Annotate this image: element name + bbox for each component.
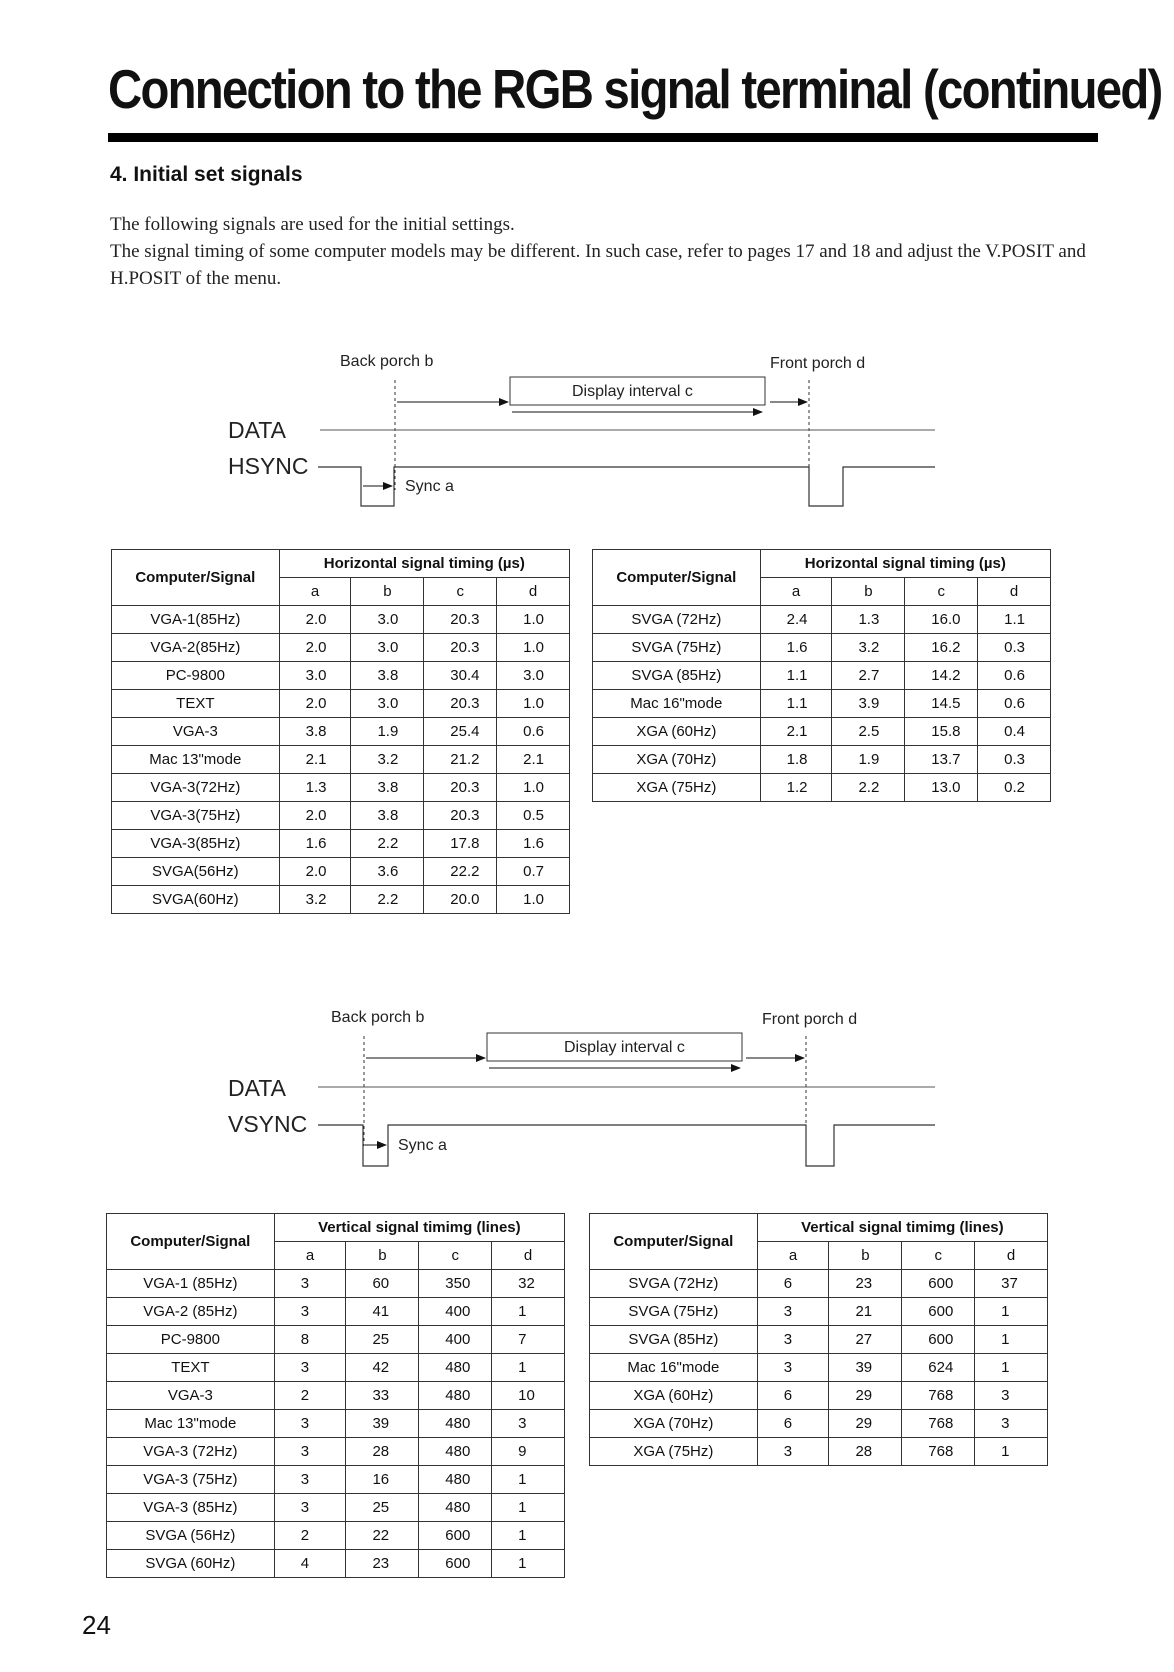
timing-value-cell: 1.9 bbox=[832, 746, 905, 774]
timing-value-cell: 3.8 bbox=[279, 718, 351, 746]
timing-value-cell: 1.0 bbox=[497, 606, 570, 634]
table-row bbox=[112, 606, 570, 634]
hsync-signal-label: HSYNC bbox=[228, 453, 309, 479]
timing-value-cell: 3.2 bbox=[351, 746, 424, 774]
timing-value-cell: 1.0 bbox=[497, 690, 570, 718]
timing-value-cell: 3 bbox=[757, 1326, 829, 1354]
timing-value-cell: 1 bbox=[975, 1298, 1048, 1326]
timing-value-cell: 0.6 bbox=[497, 718, 570, 746]
table-row bbox=[107, 1466, 565, 1494]
column-header-c: c bbox=[905, 578, 978, 606]
timing-value-cell: 22.2 bbox=[424, 858, 497, 886]
table-row bbox=[593, 774, 1051, 802]
timing-value-cell: 400 bbox=[419, 1326, 492, 1354]
timing-value-cell: 3.2 bbox=[832, 634, 905, 662]
table-row bbox=[590, 1298, 1048, 1326]
table-row bbox=[112, 662, 570, 690]
timing-value-cell: 1.6 bbox=[497, 830, 570, 858]
timing-value-cell: 600 bbox=[419, 1550, 492, 1578]
timing-value-cell: 28 bbox=[829, 1438, 902, 1466]
timing-value-cell: 3.0 bbox=[351, 690, 424, 718]
timing-value-cell: 14.2 bbox=[905, 662, 978, 690]
column-header-b: b bbox=[832, 578, 905, 606]
timing-value-cell: 0.7 bbox=[497, 858, 570, 886]
signal-name-cell: SVGA(60Hz) bbox=[112, 886, 280, 914]
timing-value-cell: 480 bbox=[419, 1354, 492, 1382]
timing-value-cell: 20.0 bbox=[424, 886, 497, 914]
signal-name-cell: XGA (75Hz) bbox=[590, 1438, 758, 1466]
column-header-signal: Computer/Signal bbox=[590, 1214, 758, 1270]
table-row bbox=[107, 1326, 565, 1354]
table-row bbox=[590, 1410, 1048, 1438]
signal-name-cell: Mac 16"mode bbox=[593, 690, 761, 718]
timing-value-cell: 60 bbox=[346, 1270, 419, 1298]
timing-value-cell: 2.2 bbox=[351, 886, 424, 914]
timing-value-cell: 2.0 bbox=[279, 690, 351, 718]
signal-name-cell: SVGA (60Hz) bbox=[107, 1550, 275, 1578]
table-body bbox=[593, 606, 1051, 802]
data-signal-label: DATA bbox=[228, 417, 286, 443]
timing-value-cell: 28 bbox=[346, 1438, 419, 1466]
column-header-d: d bbox=[978, 578, 1051, 606]
column-header-b: b bbox=[351, 578, 424, 606]
column-header-b: b bbox=[346, 1242, 419, 1270]
timing-value-cell: 1.1 bbox=[978, 606, 1051, 634]
timing-value-cell: 0.3 bbox=[978, 634, 1051, 662]
timing-value-cell: 600 bbox=[902, 1298, 975, 1326]
timing-value-cell: 1.1 bbox=[760, 690, 832, 718]
column-header-a: a bbox=[757, 1242, 829, 1270]
signal-name-cell: VGA-3(85Hz) bbox=[112, 830, 280, 858]
column-header-signal: Computer/Signal bbox=[112, 550, 280, 606]
signal-name-cell: SVGA (72Hz) bbox=[590, 1270, 758, 1298]
timing-value-cell: 0.2 bbox=[978, 774, 1051, 802]
timing-value-cell: 3 bbox=[274, 1410, 346, 1438]
timing-value-cell: 25 bbox=[346, 1494, 419, 1522]
page-number: 24 bbox=[82, 1610, 111, 1640]
timing-value-cell: 27 bbox=[829, 1326, 902, 1354]
table-body bbox=[112, 606, 570, 914]
timing-value-cell: 23 bbox=[829, 1270, 902, 1298]
timing-value-cell: 6 bbox=[757, 1382, 829, 1410]
timing-value-cell: 768 bbox=[902, 1382, 975, 1410]
timing-value-cell: 3 bbox=[274, 1438, 346, 1466]
timing-value-cell: 17.8 bbox=[424, 830, 497, 858]
timing-value-cell: 2.4 bbox=[760, 606, 832, 634]
display-interval-label: Display interval c bbox=[564, 1039, 685, 1056]
signal-name-cell: XGA (75Hz) bbox=[593, 774, 761, 802]
table-row bbox=[590, 1382, 1048, 1410]
timing-value-cell: 1 bbox=[975, 1354, 1048, 1382]
timing-value-cell: 39 bbox=[829, 1354, 902, 1382]
table-body bbox=[590, 1270, 1048, 1466]
timing-value-cell: 16.0 bbox=[905, 606, 978, 634]
timing-value-cell: 8 bbox=[274, 1326, 346, 1354]
timing-value-cell: 400 bbox=[419, 1298, 492, 1326]
timing-value-cell: 21.2 bbox=[424, 746, 497, 774]
table-row bbox=[593, 718, 1051, 746]
signal-name-cell: PC-9800 bbox=[112, 662, 280, 690]
signal-name-cell: PC-9800 bbox=[107, 1326, 275, 1354]
table-row bbox=[112, 886, 570, 914]
timing-value-cell: 14.5 bbox=[905, 690, 978, 718]
timing-value-cell: 2.1 bbox=[497, 746, 570, 774]
table-row bbox=[107, 1382, 565, 1410]
table-row bbox=[107, 1522, 565, 1550]
timing-value-cell: 3 bbox=[975, 1410, 1048, 1438]
table-row bbox=[107, 1354, 565, 1382]
timing-value-cell: 0.3 bbox=[978, 746, 1051, 774]
timing-value-cell: 480 bbox=[419, 1410, 492, 1438]
timing-value-cell: 1.2 bbox=[760, 774, 832, 802]
timing-value-cell: 0.4 bbox=[978, 718, 1051, 746]
table-row bbox=[112, 830, 570, 858]
signal-name-cell: VGA-3 bbox=[112, 718, 280, 746]
signal-name-cell: SVGA (75Hz) bbox=[590, 1298, 758, 1326]
table-body bbox=[107, 1270, 565, 1578]
table-row bbox=[593, 746, 1051, 774]
title-rule bbox=[108, 133, 1098, 142]
signal-name-cell: TEXT bbox=[112, 690, 280, 718]
signal-name-cell: SVGA (56Hz) bbox=[107, 1522, 275, 1550]
timing-value-cell: 2.5 bbox=[832, 718, 905, 746]
timing-value-cell: 42 bbox=[346, 1354, 419, 1382]
table-row bbox=[593, 662, 1051, 690]
timing-value-cell: 16 bbox=[346, 1466, 419, 1494]
page-title: Connection to the RGB signal terminal (continued) bbox=[108, 58, 1162, 120]
table-row bbox=[112, 718, 570, 746]
timing-value-cell: 29 bbox=[829, 1382, 902, 1410]
timing-value-cell: 1 bbox=[975, 1438, 1048, 1466]
signal-name-cell: VGA-3 (85Hz) bbox=[107, 1494, 275, 1522]
vsync-timing-diagram bbox=[0, 996, 1174, 1176]
timing-value-cell: 480 bbox=[419, 1494, 492, 1522]
timing-value-cell: 3.0 bbox=[279, 662, 351, 690]
timing-value-cell: 2.0 bbox=[279, 634, 351, 662]
signal-name-cell: Mac 13"mode bbox=[107, 1410, 275, 1438]
timing-value-cell: 2.0 bbox=[279, 606, 351, 634]
sync-a-label: Sync a bbox=[398, 1137, 447, 1154]
signal-name-cell: VGA-1(85Hz) bbox=[112, 606, 280, 634]
timing-value-cell: 21 bbox=[829, 1298, 902, 1326]
signal-name-cell: SVGA(56Hz) bbox=[112, 858, 280, 886]
timing-value-cell: 0.6 bbox=[978, 690, 1051, 718]
timing-value-cell: 0.5 bbox=[497, 802, 570, 830]
timing-value-cell: 20.3 bbox=[424, 802, 497, 830]
timing-value-cell: 20.3 bbox=[424, 634, 497, 662]
timing-value-cell: 2.1 bbox=[760, 718, 832, 746]
timing-value-cell: 1.0 bbox=[497, 634, 570, 662]
timing-value-cell: 41 bbox=[346, 1298, 419, 1326]
table-row bbox=[107, 1550, 565, 1578]
timing-value-cell: 3.9 bbox=[832, 690, 905, 718]
column-header-a: a bbox=[274, 1242, 346, 1270]
data-signal-label: DATA bbox=[228, 1075, 286, 1101]
front-porch-label: Front porch d bbox=[762, 1011, 858, 1028]
timing-value-cell: 3 bbox=[274, 1298, 346, 1326]
table-row bbox=[112, 774, 570, 802]
signal-name-cell: VGA-2 (85Hz) bbox=[107, 1298, 275, 1326]
signal-name-cell: VGA-3 (72Hz) bbox=[107, 1438, 275, 1466]
column-header-d: d bbox=[975, 1242, 1048, 1270]
timing-value-cell: 13.7 bbox=[905, 746, 978, 774]
signal-name-cell: SVGA (75Hz) bbox=[593, 634, 761, 662]
timing-value-cell: 768 bbox=[902, 1438, 975, 1466]
timing-value-cell: 3.0 bbox=[351, 634, 424, 662]
signal-name-cell: SVGA (72Hz) bbox=[593, 606, 761, 634]
timing-value-cell: 1.0 bbox=[497, 774, 570, 802]
table-row bbox=[590, 1354, 1048, 1382]
table-row bbox=[107, 1410, 565, 1438]
horizontal-timing-table-left bbox=[111, 549, 570, 914]
front-porch-label: Front porch d bbox=[770, 355, 866, 372]
signal-name-cell: SVGA (85Hz) bbox=[593, 662, 761, 690]
table-row bbox=[112, 634, 570, 662]
timing-value-cell: 7 bbox=[492, 1326, 565, 1354]
timing-value-cell: 1 bbox=[492, 1550, 565, 1578]
signal-name-cell: Mac 16"mode bbox=[590, 1354, 758, 1382]
timing-value-cell: 1.6 bbox=[279, 830, 351, 858]
timing-value-cell: 37 bbox=[975, 1270, 1048, 1298]
timing-value-cell: 600 bbox=[902, 1270, 975, 1298]
timing-value-cell: 39 bbox=[346, 1410, 419, 1438]
timing-value-cell: 2.2 bbox=[832, 774, 905, 802]
timing-value-cell: 1.6 bbox=[760, 634, 832, 662]
timing-value-cell: 30.4 bbox=[424, 662, 497, 690]
timing-value-cell: 3.0 bbox=[497, 662, 570, 690]
signal-name-cell: XGA (60Hz) bbox=[593, 718, 761, 746]
hsync-timing-diagram bbox=[0, 340, 1174, 520]
timing-value-cell: 1.1 bbox=[760, 662, 832, 690]
column-header-a: a bbox=[279, 578, 351, 606]
timing-value-cell: 2.1 bbox=[279, 746, 351, 774]
timing-value-cell: 4 bbox=[274, 1550, 346, 1578]
column-header-signal: Computer/Signal bbox=[107, 1214, 275, 1270]
timing-value-cell: 2 bbox=[274, 1522, 346, 1550]
timing-value-cell: 3 bbox=[757, 1354, 829, 1382]
column-header-c: c bbox=[419, 1242, 492, 1270]
timing-value-cell: 13.0 bbox=[905, 774, 978, 802]
timing-value-cell: 768 bbox=[902, 1410, 975, 1438]
timing-value-cell: 10 bbox=[492, 1382, 565, 1410]
signal-name-cell: SVGA (85Hz) bbox=[590, 1326, 758, 1354]
timing-value-cell: 600 bbox=[419, 1522, 492, 1550]
table-row bbox=[107, 1298, 565, 1326]
vertical-timing-table-left bbox=[106, 1213, 565, 1578]
sync-a-label: Sync a bbox=[405, 478, 454, 495]
group-header: Vertical signal timimg (lines) bbox=[274, 1214, 564, 1242]
vertical-timing-table-right bbox=[589, 1213, 1048, 1466]
signal-name-cell: VGA-3(72Hz) bbox=[112, 774, 280, 802]
table-row bbox=[593, 606, 1051, 634]
timing-value-cell: 3.8 bbox=[351, 802, 424, 830]
timing-value-cell: 6 bbox=[757, 1270, 829, 1298]
timing-value-cell: 1 bbox=[492, 1522, 565, 1550]
signal-name-cell: VGA-1 (85Hz) bbox=[107, 1270, 275, 1298]
signal-name-cell: Mac 13"mode bbox=[112, 746, 280, 774]
column-header-c: c bbox=[424, 578, 497, 606]
timing-value-cell: 1.9 bbox=[351, 718, 424, 746]
table-row bbox=[107, 1438, 565, 1466]
timing-value-cell: 29 bbox=[829, 1410, 902, 1438]
timing-value-cell: 25.4 bbox=[424, 718, 497, 746]
timing-value-cell: 2.2 bbox=[351, 830, 424, 858]
table-row bbox=[112, 690, 570, 718]
section-heading: 4. Initial set signals bbox=[110, 163, 303, 186]
timing-value-cell: 1.3 bbox=[832, 606, 905, 634]
table-row bbox=[112, 746, 570, 774]
table-row bbox=[107, 1494, 565, 1522]
table-row bbox=[593, 690, 1051, 718]
timing-value-cell: 16.2 bbox=[905, 634, 978, 662]
timing-value-cell: 1 bbox=[492, 1298, 565, 1326]
timing-value-cell: 3.8 bbox=[351, 662, 424, 690]
signal-name-cell: TEXT bbox=[107, 1354, 275, 1382]
timing-value-cell: 20.3 bbox=[424, 690, 497, 718]
timing-value-cell: 3 bbox=[757, 1298, 829, 1326]
column-header-signal: Computer/Signal bbox=[593, 550, 761, 606]
timing-value-cell: 3 bbox=[274, 1354, 346, 1382]
paragraph-note: The signal timing of some computer models may be different. In such case, refer to pages 17 and 18 and adjust the V.POSIT and H.POSIT of the menu. bbox=[110, 241, 1086, 289]
table-row bbox=[107, 1270, 565, 1298]
signal-name-cell: VGA-3(75Hz) bbox=[112, 802, 280, 830]
column-header-b: b bbox=[829, 1242, 902, 1270]
table-row bbox=[593, 634, 1051, 662]
timing-value-cell: 600 bbox=[902, 1326, 975, 1354]
signal-name-cell: VGA-3 bbox=[107, 1382, 275, 1410]
table-row bbox=[112, 858, 570, 886]
timing-value-cell: 0.6 bbox=[978, 662, 1051, 690]
timing-value-cell: 3 bbox=[492, 1410, 565, 1438]
timing-value-cell: 22 bbox=[346, 1522, 419, 1550]
timing-value-cell: 480 bbox=[419, 1438, 492, 1466]
group-header: Horizontal signal timing (µs) bbox=[760, 550, 1050, 578]
timing-value-cell: 350 bbox=[419, 1270, 492, 1298]
timing-value-cell: 1.0 bbox=[497, 886, 570, 914]
timing-value-cell: 480 bbox=[419, 1466, 492, 1494]
timing-value-cell: 2.7 bbox=[832, 662, 905, 690]
timing-value-cell: 3 bbox=[975, 1382, 1048, 1410]
signal-name-cell: XGA (70Hz) bbox=[593, 746, 761, 774]
table-row bbox=[112, 802, 570, 830]
column-header-d: d bbox=[497, 578, 570, 606]
timing-value-cell: 3 bbox=[274, 1270, 346, 1298]
timing-value-cell: 2.0 bbox=[279, 858, 351, 886]
back-porch-label: Back porch b bbox=[331, 1009, 425, 1026]
back-porch-label: Back porch b bbox=[340, 353, 434, 370]
timing-value-cell: 20.3 bbox=[424, 606, 497, 634]
timing-value-cell: 6 bbox=[757, 1410, 829, 1438]
timing-value-cell: 1.8 bbox=[760, 746, 832, 774]
table-row bbox=[590, 1326, 1048, 1354]
timing-value-cell: 2.0 bbox=[279, 802, 351, 830]
paragraph-intro: The following signals are used for the initial settings. bbox=[110, 214, 515, 235]
timing-value-cell: 3.2 bbox=[279, 886, 351, 914]
timing-value-cell: 3 bbox=[274, 1494, 346, 1522]
signal-name-cell: XGA (60Hz) bbox=[590, 1382, 758, 1410]
timing-value-cell: 15.8 bbox=[905, 718, 978, 746]
timing-value-cell: 9 bbox=[492, 1438, 565, 1466]
timing-value-cell: 3.0 bbox=[351, 606, 424, 634]
timing-value-cell: 1.3 bbox=[279, 774, 351, 802]
timing-value-cell: 3.6 bbox=[351, 858, 424, 886]
timing-value-cell: 1 bbox=[492, 1354, 565, 1382]
timing-value-cell: 3.8 bbox=[351, 774, 424, 802]
table-row bbox=[590, 1438, 1048, 1466]
timing-value-cell: 1 bbox=[492, 1494, 565, 1522]
timing-value-cell: 33 bbox=[346, 1382, 419, 1410]
timing-value-cell: 1 bbox=[975, 1326, 1048, 1354]
table-row bbox=[590, 1270, 1048, 1298]
timing-value-cell: 25 bbox=[346, 1326, 419, 1354]
signal-name-cell: VGA-2(85Hz) bbox=[112, 634, 280, 662]
horizontal-timing-table-right bbox=[592, 549, 1051, 802]
timing-value-cell: 480 bbox=[419, 1382, 492, 1410]
display-interval-label: Display interval c bbox=[572, 383, 693, 400]
timing-value-cell: 3 bbox=[757, 1438, 829, 1466]
vsync-signal-label: VSYNC bbox=[228, 1111, 308, 1137]
timing-value-cell: 2 bbox=[274, 1382, 346, 1410]
timing-value-cell: 1 bbox=[492, 1466, 565, 1494]
timing-value-cell: 32 bbox=[492, 1270, 565, 1298]
timing-value-cell: 3 bbox=[274, 1466, 346, 1494]
signal-name-cell: VGA-3 (75Hz) bbox=[107, 1466, 275, 1494]
timing-value-cell: 624 bbox=[902, 1354, 975, 1382]
column-header-d: d bbox=[492, 1242, 565, 1270]
group-header: Vertical signal timimg (lines) bbox=[757, 1214, 1047, 1242]
signal-name-cell: XGA (70Hz) bbox=[590, 1410, 758, 1438]
column-header-a: a bbox=[760, 578, 832, 606]
timing-value-cell: 20.3 bbox=[424, 774, 497, 802]
column-header-c: c bbox=[902, 1242, 975, 1270]
timing-value-cell: 23 bbox=[346, 1550, 419, 1578]
group-header: Horizontal signal timing (µs) bbox=[279, 550, 569, 578]
